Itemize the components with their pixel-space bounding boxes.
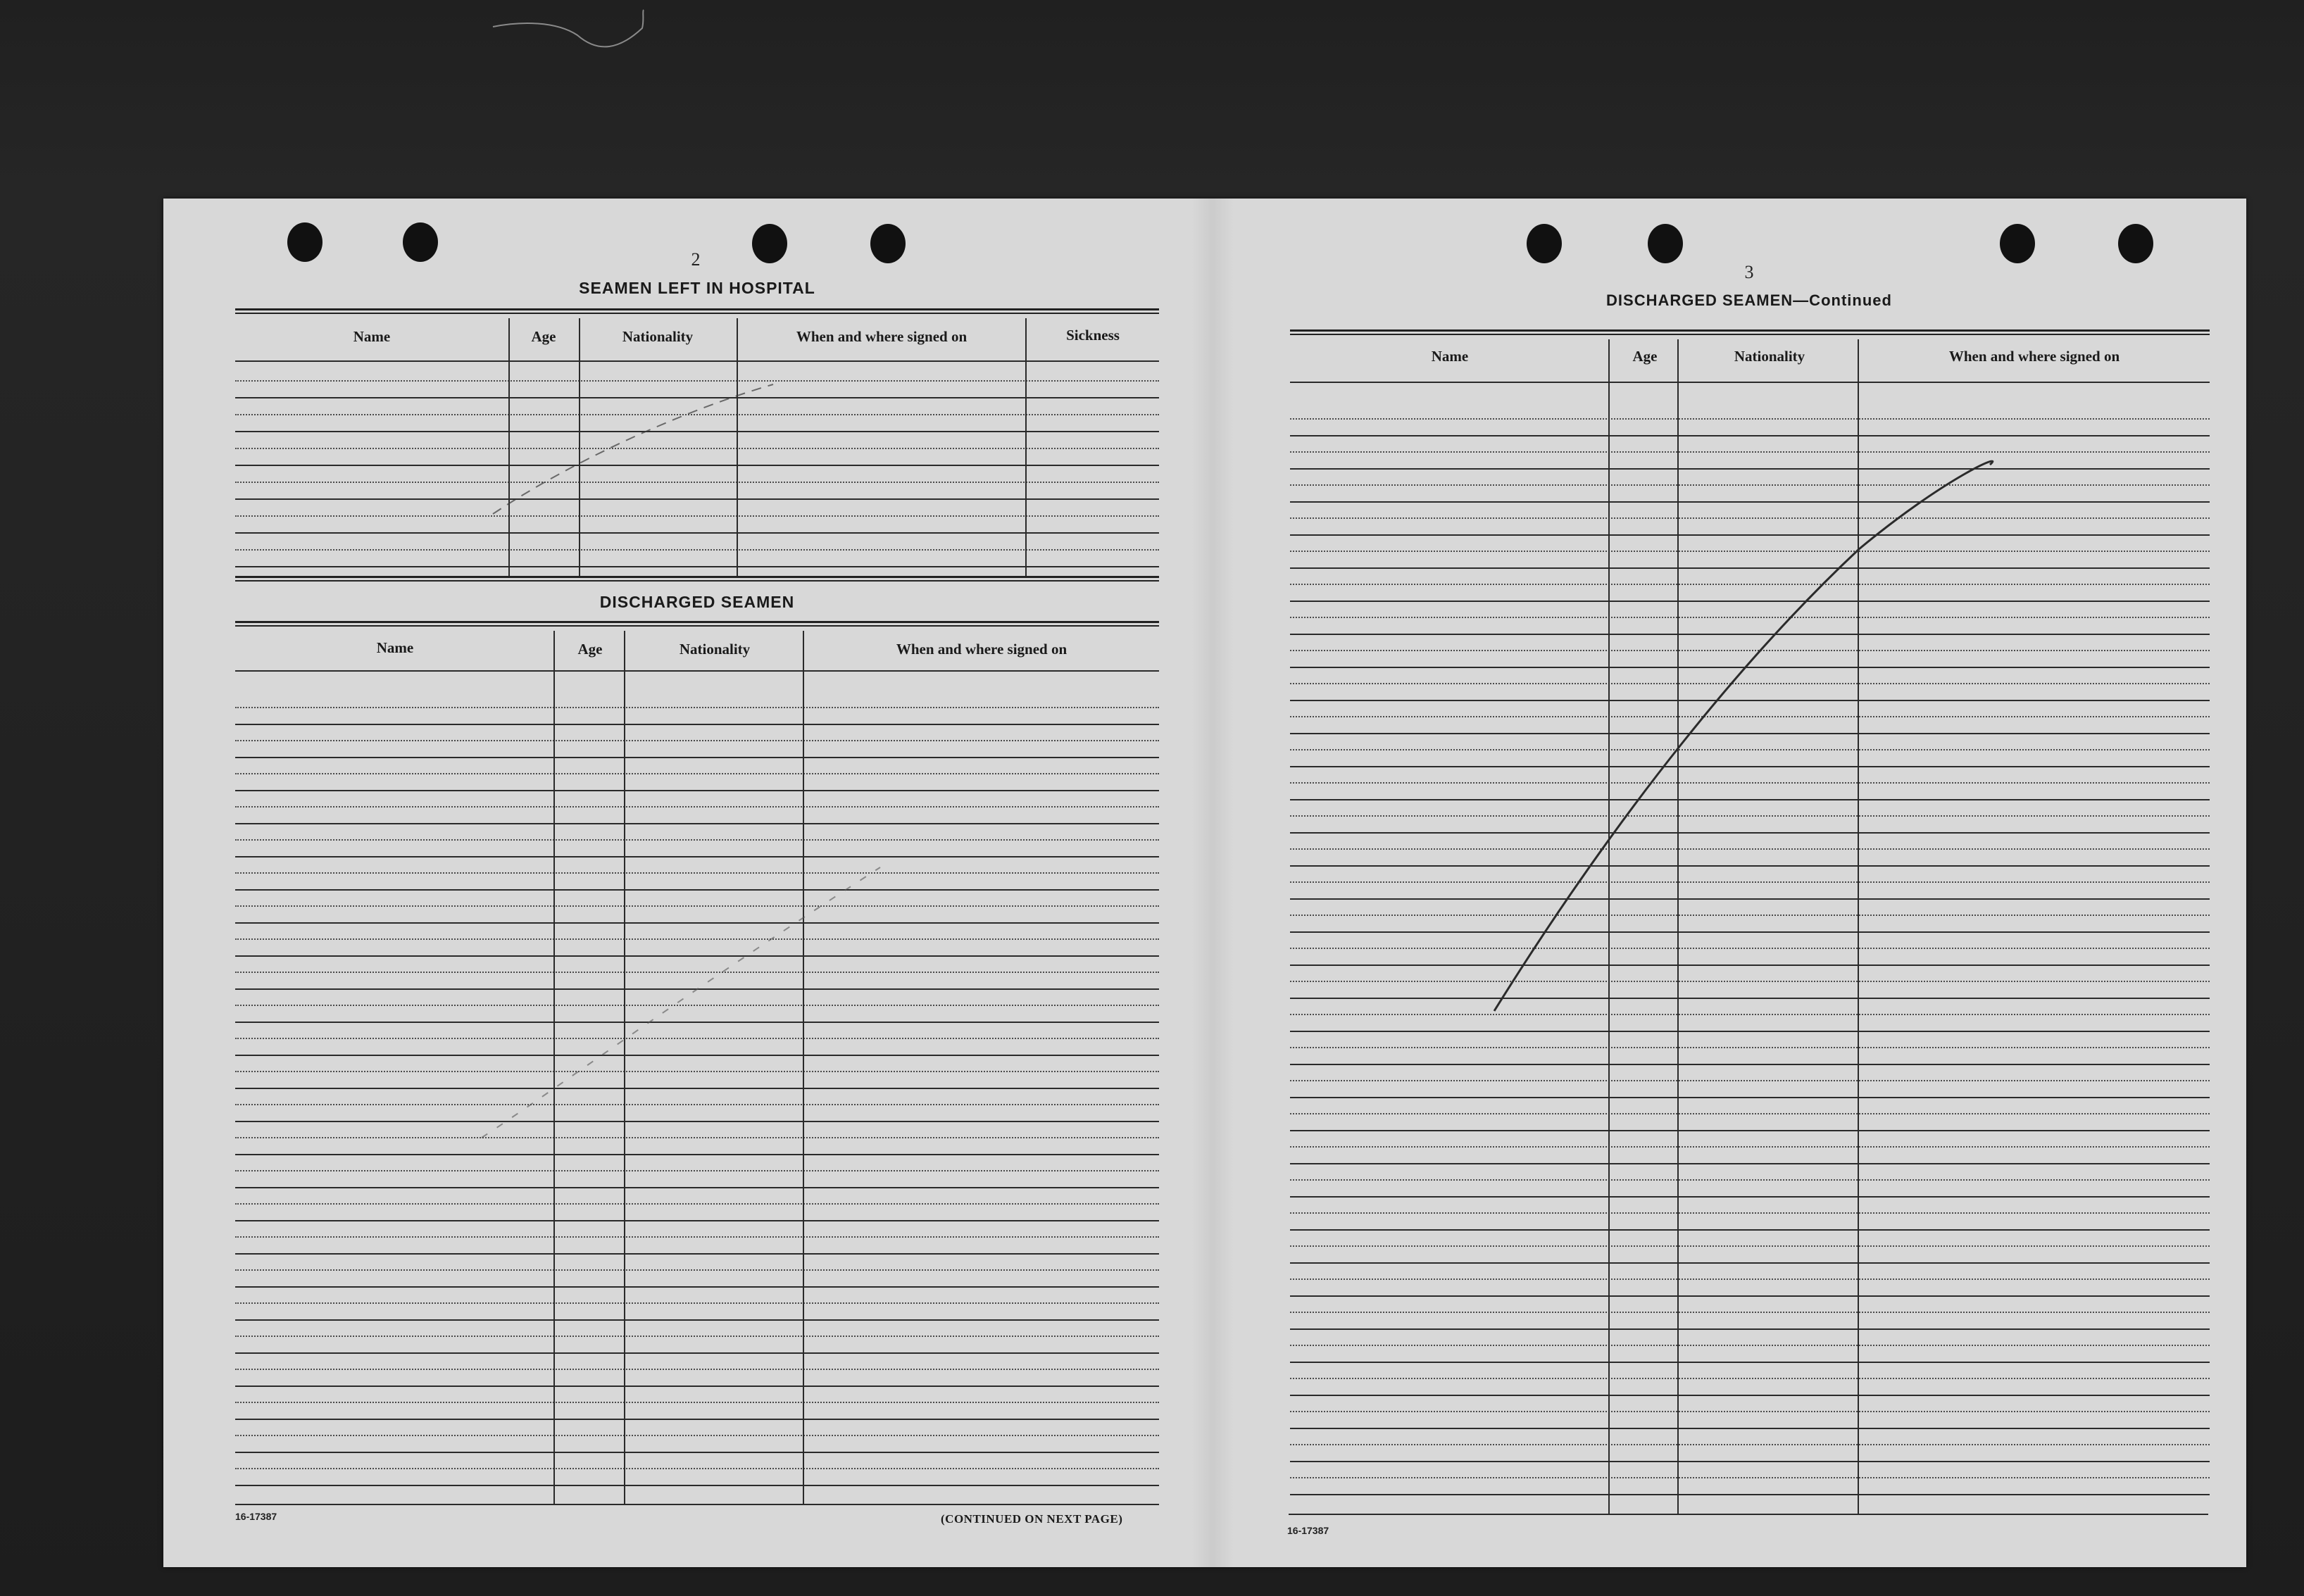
continued-note: (CONTINUED ON NEXT PAGE): [941, 1512, 1123, 1526]
hospital-section-title: SEAMEN LEFT IN HOSPITAL: [579, 279, 815, 297]
faint-pencil-stroke: [493, 384, 773, 514]
top-scribble: [493, 10, 644, 46]
right-col-signed-on: When and where signed on: [1948, 348, 2120, 365]
right-col-nationality: Nationality: [1734, 348, 1805, 365]
right-col-name: Name: [1431, 348, 1469, 365]
hospital-col-name: Name: [353, 328, 391, 345]
right-form-number: 16-17387: [1287, 1525, 1329, 1536]
faint-pencil-stroke: [482, 867, 880, 1138]
discharged-section-title: DISCHARGED SEAMEN: [599, 593, 795, 611]
discharged-col-name: Name: [376, 639, 414, 656]
hospital-col-age: Age: [531, 328, 556, 345]
discharged-col-age: Age: [577, 641, 603, 658]
right-col-age: Age: [1632, 348, 1658, 365]
discharged-col-nationality: Nationality: [679, 641, 751, 658]
hospital-col-signed-on: When and where signed on: [796, 328, 968, 345]
diagonal-pen-stroke: [1494, 461, 1993, 1011]
left-form-number: 16-17387: [235, 1511, 277, 1522]
left-page-number: 2: [691, 249, 701, 270]
right-section-title: DISCHARGED SEAMEN—Continued: [1606, 291, 1892, 309]
hospital-col-nationality: Nationality: [622, 328, 694, 345]
discharged-col-signed-on: When and where signed on: [896, 641, 1068, 658]
right-page-number: 3: [1744, 262, 1754, 282]
hospital-col-sickness: Sickness: [1066, 327, 1120, 344]
